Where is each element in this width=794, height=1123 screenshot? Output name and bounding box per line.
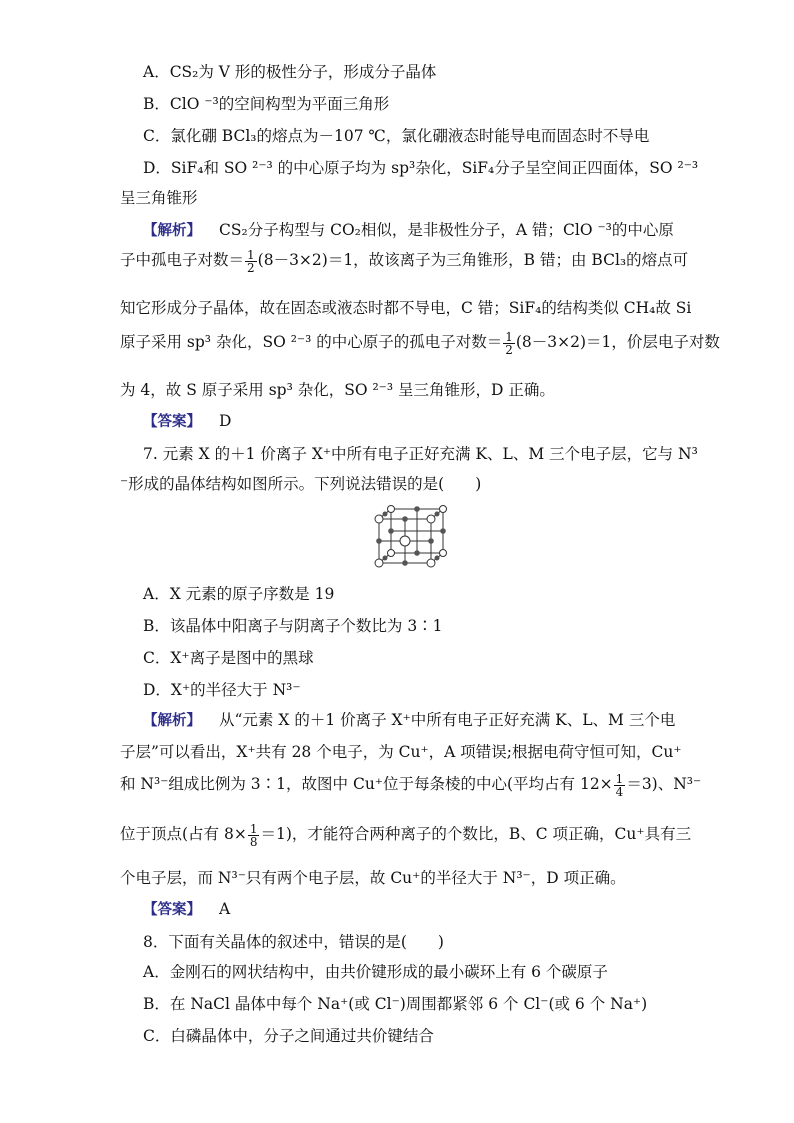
q8-stem: 8．下面有关晶体的叙述中，错误的是( ): [143, 933, 444, 951]
q7-answer: 【答案】 A: [143, 900, 231, 918]
q6-analysis-line-2: 子中孤电子对数＝ $\frac{1}{2}$ (8－3×2)＝1，故该离子为三角锥形，B 错；由 BCl₃的熔点可: [120, 247, 689, 275]
q6-analysis-line-4: 原子采用 sp³ 杂化，SO ²⁻³ 的中心原子的孤电子对数＝ $\frac{1}{2}$ (8－3×2)＝1，价层电子对数: [120, 329, 720, 357]
fraction: $\frac{1}{2}$: [247, 247, 255, 275]
q7-analysis-line-3: 和 N³⁻组成比例为 3∶1，故图中 Cu⁺位于每条棱的中心(平均占有 12× $\frac{1}{4}$ ＝3)、N³⁻: [120, 771, 702, 799]
q8-option-c: C．白磷晶体中，分子之间通过共价键结合: [143, 1027, 434, 1045]
q7-analysis-line-1: 【解析】 从“元素 X 的＋1 价离子 X⁺中所有电子正好充满 K、L、M 三个电: [143, 711, 676, 729]
q6-analysis-line-1: 【解析】 CS₂分子构型与 CO₂相似，是非极性分子，A 错；ClO ⁻³的中心原: [143, 221, 674, 239]
fraction: $\frac{1}{2}$: [505, 329, 513, 357]
q7-stem-line-1: 7. 元素 X 的＋1 价离子 X⁺中所有电子正好充满 K、L、M 三个电子层，它与 N³: [143, 445, 698, 463]
q6-answer: 【答案】 D: [143, 412, 232, 430]
q7-option-b: B．该晶体中阳离子与阴离子个数比为 3∶1: [143, 617, 443, 635]
q6-option-b: B．ClO ⁻³的空间构型为平面三角形: [143, 95, 390, 113]
q7-option-a: A．X 元素的原子序数是 19: [143, 585, 335, 603]
q7-stem-line-2: ⁻形成的晶体结构如图所示。下列说法错误的是( ): [120, 475, 482, 493]
q6-analysis-line-5: 为 4，故 S 原子采用 sp³ 杂化，SO ²⁻³ 呈三角锥形，D 正确。: [120, 381, 555, 399]
fraction: $\frac{1}{8}$: [249, 821, 258, 849]
q7-option-c: C．X⁺离子是图中的黑球: [143, 649, 314, 667]
q6-option-c: C．氯化硼 BCl₃的熔点为－107 ℃，氯化硼液态时能导电而固态时不导电: [143, 127, 650, 145]
q7-analysis-line-4: 位于顶点(占有 8× $\frac{1}{8}$ ＝1)，才能符合两种离子的个数比，B、C 项正确，Cu⁺具有三: [120, 821, 692, 849]
q7-analysis-line-5: 个电子层，而 N³⁻只有两个电子层，故 Cu⁺的半径大于 N³⁻，D 项正确。: [120, 869, 626, 887]
crystal-structure-figure: [373, 505, 453, 569]
answer-tag: 【答案】: [143, 902, 201, 918]
q7-option-d: D．X⁺的半径大于 N³⁻: [143, 681, 301, 699]
q8-option-a: A．金刚石的网状结构中，由共价键形成的最小碳环上有 6 个碳原子: [143, 963, 608, 981]
q6-option-d-continued: 呈三角锥形: [120, 189, 198, 207]
q6-option-d: D．SiF₄和 SO ²⁻³ 的中心原子均为 sp³杂化，SiF₄分子呈空间正四面体，SO ²⁻³: [143, 159, 699, 177]
analysis-tag: 【解析】: [143, 713, 201, 729]
q8-option-b: B．在 NaCl 晶体中每个 Na⁺(或 Cl⁻)周围都紧邻 6 个 Cl⁻(或 6 个 Na⁺): [143, 995, 648, 1013]
analysis-tag: 【解析】: [143, 223, 201, 239]
q6-option-a: A．CS₂为 V 形的极性分子，形成分子晶体: [143, 63, 437, 81]
answer-tag: 【答案】: [143, 414, 201, 430]
fraction: $\frac{1}{4}$: [615, 771, 624, 799]
q7-analysis-line-2: 子层”可以看出，X⁺共有 28 个电子，为 Cu⁺，A 项错误;根据电荷守恒可知，Cu⁺: [120, 743, 682, 761]
q6-analysis-line-3: 知它形成分子晶体，故在固态或液态时都不导电，C 错；SiF₄的结构类似 CH₄故 Si: [120, 299, 692, 317]
